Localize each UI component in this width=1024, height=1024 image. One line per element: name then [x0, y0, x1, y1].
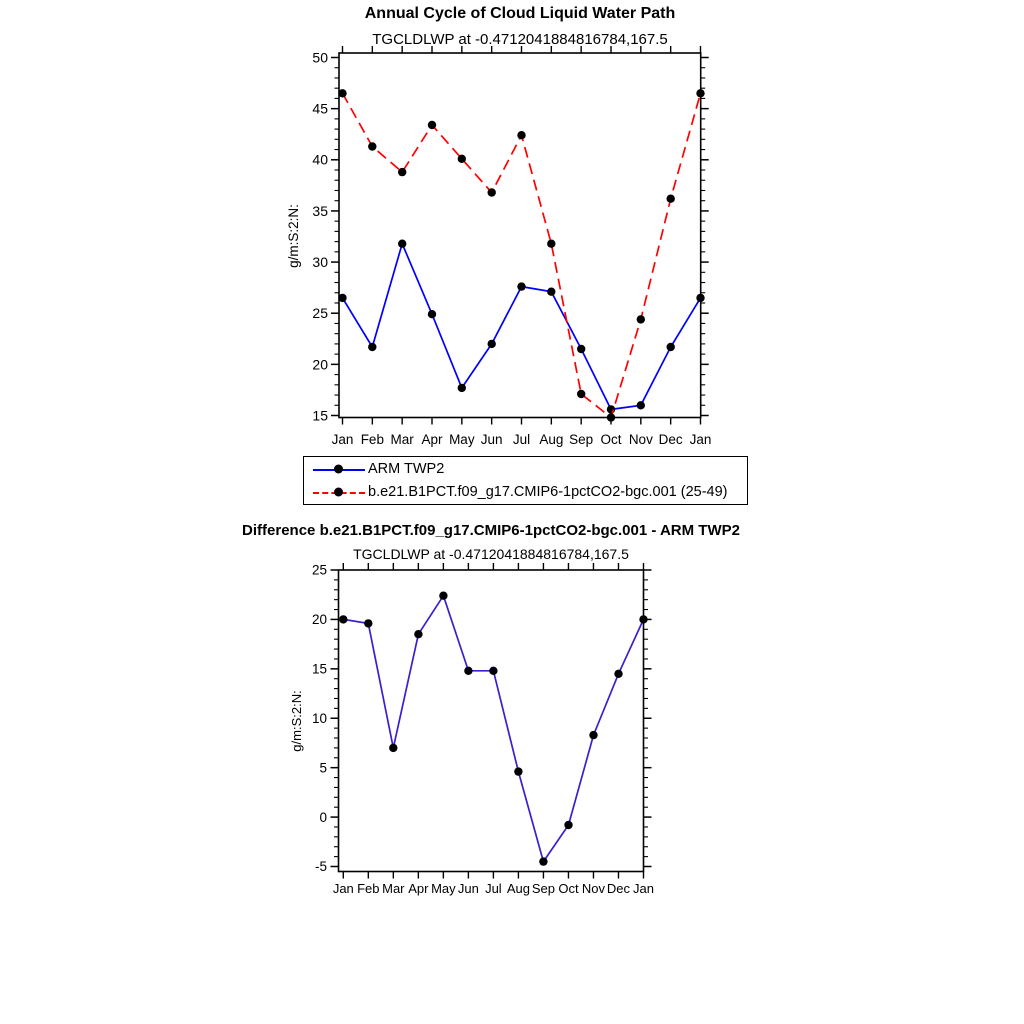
- data-point-marker: [696, 89, 704, 97]
- data-point-marker: [458, 155, 466, 163]
- data-point-marker: [338, 89, 346, 97]
- data-point-marker: [639, 615, 647, 623]
- x-tick-label: Feb: [357, 881, 380, 896]
- y-tick-label: 40: [312, 151, 328, 168]
- data-point-marker: [464, 667, 472, 675]
- series-line: [343, 93, 701, 417]
- data-point-marker: [637, 401, 645, 409]
- data-point-marker: [489, 667, 497, 675]
- legend-swatch-solid-line-with-dot: [313, 464, 365, 474]
- data-point-marker: [607, 413, 615, 421]
- data-point-marker: [488, 340, 496, 348]
- data-point-marker: [564, 821, 572, 829]
- data-point-marker: [517, 282, 525, 290]
- x-tick-label: Nov: [581, 881, 606, 896]
- y-tick-label: 30: [312, 253, 328, 270]
- data-point-marker: [439, 592, 447, 600]
- data-point-marker: [428, 310, 436, 318]
- y-tick-label: 20: [312, 356, 328, 373]
- data-point-marker: [547, 240, 555, 248]
- data-point-marker: [389, 744, 397, 752]
- y-tick-label: 50: [312, 49, 328, 66]
- y-tick-label: -5: [314, 859, 327, 875]
- data-point-marker: [637, 315, 645, 323]
- legend-marker-dot: [334, 488, 343, 497]
- data-point-marker: [577, 390, 585, 398]
- y-tick-label: 20: [311, 612, 327, 628]
- x-tick-label: Jul: [512, 432, 531, 447]
- legend-marker-dot: [334, 465, 343, 474]
- y-tick-label: 5: [319, 760, 327, 776]
- x-tick-label: Nov: [628, 432, 653, 447]
- plot-frame: [339, 53, 701, 418]
- legend-label-obs: ARM TWP2: [368, 461, 445, 477]
- chart2-subtitle: TGCLDLWP at -0.4712041884816784,167.5: [353, 546, 629, 562]
- x-tick-label: Aug: [539, 432, 564, 447]
- data-point-marker: [517, 131, 525, 139]
- x-tick-label: Aug: [506, 881, 530, 896]
- data-point-marker: [339, 615, 347, 623]
- data-point-marker: [667, 343, 675, 351]
- y-tick-label: 25: [311, 562, 327, 578]
- x-tick-label: Jun: [480, 432, 503, 447]
- x-tick-label: Jan: [689, 432, 712, 447]
- y-tick-label: 15: [312, 407, 328, 424]
- data-point-marker: [614, 670, 622, 678]
- data-point-marker: [428, 121, 436, 129]
- chart1-title: Annual Cycle of Cloud Liquid Water Path: [364, 5, 676, 22]
- data-point-marker: [414, 630, 422, 638]
- y-tick-label: 25: [312, 305, 328, 322]
- x-tick-label: Dec: [606, 881, 631, 896]
- data-point-marker: [577, 345, 585, 353]
- chart1-plot: [286, 46, 711, 447]
- y-tick-label: 35: [312, 202, 328, 219]
- legend-label-model: b.e21.B1PCT.f09_g17.CMIP6-1pctCO2-bgc.001 (25-49): [368, 484, 728, 500]
- x-tick-label: Sep: [531, 881, 556, 896]
- legend-entry-model: [313, 481, 747, 503]
- x-tick-label: May: [431, 881, 456, 896]
- chart2-title: Difference b.e21.B1PCT.f09_g17.CMIP6-1pctCO2-bgc.001 - ARM TWP2: [242, 522, 740, 539]
- x-tick-label: Mar: [382, 881, 405, 896]
- legend-swatch-dashed-line-with-dot: [313, 487, 365, 497]
- chart1-subtitle: TGCLDLWP at -0.4712041884816784,167.5: [372, 31, 668, 48]
- y-tick-label: 45: [312, 100, 328, 117]
- data-point-marker: [514, 767, 522, 775]
- x-tick-label: Apr: [408, 881, 429, 896]
- data-point-marker: [589, 731, 597, 739]
- data-point-marker: [547, 288, 555, 296]
- x-tick-label: Jun: [457, 881, 479, 896]
- y-tick-label: 15: [311, 661, 327, 677]
- data-point-marker: [607, 405, 615, 413]
- data-point-marker: [696, 294, 704, 302]
- x-tick-label: Jan: [332, 881, 354, 896]
- y-tick-label: 0: [319, 809, 327, 825]
- data-point-marker: [368, 142, 376, 150]
- data-point-marker: [667, 195, 675, 203]
- x-tick-label: Jan: [633, 881, 654, 896]
- x-tick-label: Sep: [569, 432, 594, 447]
- data-point-marker: [488, 188, 496, 196]
- data-point-marker: [458, 384, 466, 392]
- series-line: [343, 244, 701, 410]
- x-tick-label: Feb: [360, 432, 384, 447]
- data-point-marker: [398, 240, 406, 248]
- series-line: [343, 596, 643, 862]
- chart2-plot: [289, 563, 654, 896]
- y-axis-label: g/m:S:2:N:: [289, 690, 304, 752]
- data-point-marker: [364, 619, 372, 627]
- x-tick-label: Jan: [331, 432, 354, 447]
- data-point-marker: [539, 857, 547, 865]
- data-point-marker: [338, 294, 346, 302]
- x-tick-label: Oct: [600, 432, 622, 447]
- y-tick-label: 10: [311, 710, 327, 726]
- plot-frame: [339, 570, 644, 872]
- legend-box: [303, 456, 748, 505]
- data-point-marker: [368, 343, 376, 351]
- x-tick-label: Apr: [421, 432, 443, 447]
- x-tick-label: Mar: [390, 432, 414, 447]
- data-point-marker: [398, 168, 406, 176]
- x-tick-label: Dec: [658, 432, 683, 447]
- legend-entry-obs: [313, 458, 747, 480]
- x-tick-label: Oct: [558, 881, 579, 896]
- x-tick-label: May: [449, 432, 475, 447]
- y-axis-label: g/m:S:2:N:: [286, 204, 301, 268]
- x-tick-label: Jul: [485, 881, 502, 896]
